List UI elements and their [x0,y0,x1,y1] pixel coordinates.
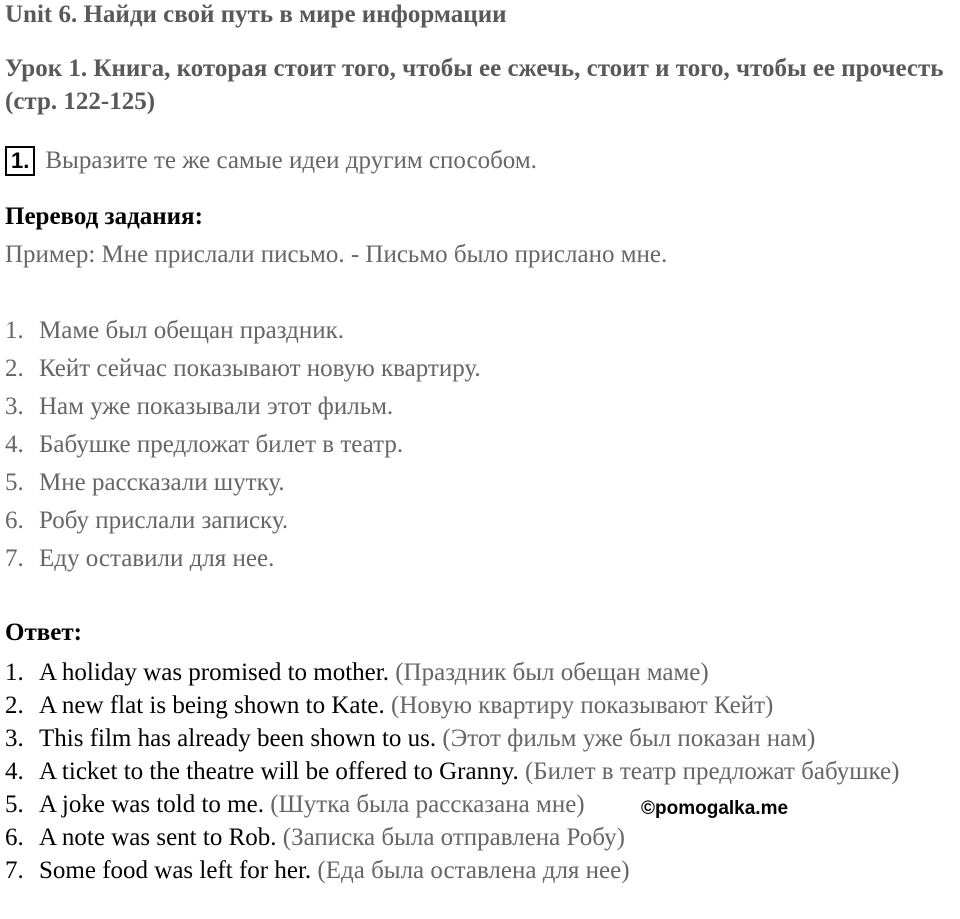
item-number: 6. [5,824,24,851]
answer-russian: (Новую квартиру показывают Кейт) [391,692,774,719]
answer-english: A ticket to the theatre will be offered to Granny. [39,758,519,785]
answer-russian: (Праздник был обещан маме) [395,659,709,686]
answer-russian: (Билет в театр предложат бабушке) [524,758,900,785]
item-number: 7. [5,545,24,572]
item-number: 3. [5,725,24,752]
item-number: 4. [5,431,24,458]
item-text: Робу прислали записку. [39,507,289,534]
answer-item [5,656,958,689]
answer-russian: (Шутка была рассказана мне) [270,791,585,818]
answer-item [5,755,958,788]
unit-title: Unit 6. Найди свой путь в мире информации [5,1,507,28]
translation-list [5,312,481,578]
translation-item [5,350,481,388]
task-instruction: Выразите те же самые идеи другим способом. [45,147,537,174]
item-number: 5. [5,791,24,818]
item-number: 7. [5,857,24,884]
answer-item [5,788,958,821]
item-text: Еду оставили для нее. [39,545,275,572]
item-text: Бабушке предложат билет в театр. [39,431,404,458]
translation-item [5,426,481,464]
item-number: 2. [5,355,24,382]
task-row [5,146,537,178]
answer-english: Some food was left for her. [39,857,312,884]
translation-item [5,388,481,426]
answer-heading: Ответ: [5,619,82,646]
item-number: 6. [5,507,24,534]
item-text: Нам уже показывали этот фильм. [39,393,394,420]
item-text: Кейт сейчас показывают новую квартиру. [39,355,481,382]
item-number: 1. [5,317,24,344]
answer-english: This film has already been shown to us. [39,725,437,752]
answer-item [5,722,958,755]
item-number: 4. [5,758,24,785]
answer-english: A note was sent to Rob. [39,824,277,851]
task-number-box: 1. [5,146,35,176]
item-text: Маме был обещан праздник. [39,317,344,344]
translation-item [5,502,481,540]
answer-list [5,656,958,887]
answer-item [5,689,958,722]
lesson-title: Урок 1. Книга, которая стоит того, чтобы ее сжечь, стоит и того, чтобы ее прочесть (стр. 122-125) [5,55,944,115]
item-number: 3. [5,393,24,420]
answer-russian: (Еда была оставлена для нее) [317,857,630,884]
answer-russian: (Записка была отправлена Робу) [282,824,625,851]
answer-english: A holiday was promised to mother. [39,659,389,686]
item-number: 1. [5,659,24,686]
watermark: ©pomogalka.me [641,798,789,819]
answer-english: A new flat is being shown to Kate. [39,692,385,719]
translation-heading: Перевод задания: [5,203,203,230]
translation-item [5,464,481,502]
translation-item [5,312,481,350]
answer-russian: (Этот фильм уже был показан нам) [442,725,816,752]
answer-item [5,821,958,854]
item-number: 2. [5,692,24,719]
translation-example: Пример: Мне прислали письмо. - Письмо было прислано мне. [5,241,668,268]
answer-english: A joke was told to me. [39,791,264,818]
item-text: Мне рассказали шутку. [39,469,285,496]
item-number: 5. [5,469,24,496]
answer-item [5,854,958,887]
translation-item [5,540,481,578]
